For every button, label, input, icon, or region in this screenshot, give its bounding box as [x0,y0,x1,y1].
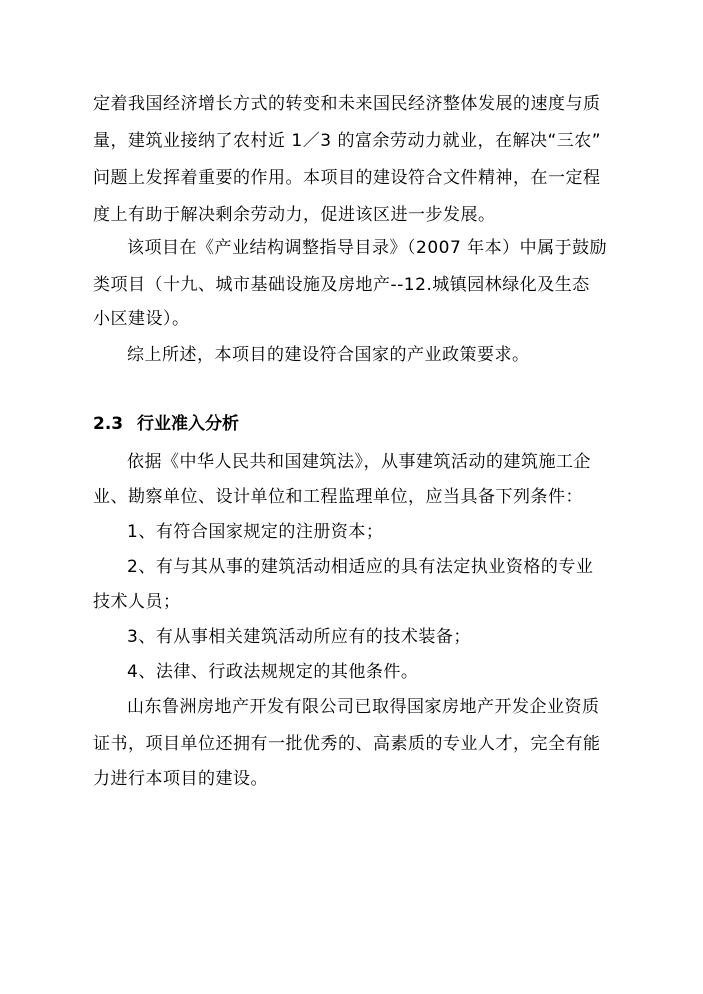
paragraph-line: 该项目在《产业结构调整指导目录》（2007 年本）中属于鼓励 [127,238,608,258]
section-title: 行业准入分析 [137,414,239,434]
paragraph-line: 综上所述，本项目的建设符合国家的产业政策要求。 [127,345,530,365]
list-item-continuation: 技术人员； [93,592,181,612]
paragraph-line: 问题上发挥着重要的作用。本项目的建设符合文件精神，在一定程 [93,168,601,188]
paragraph-line: 力进行本项目的建设。 [93,769,268,789]
paragraph-line: 定着我国经济增长方式的转变和未来国民经济整体发展的速度与质 [93,94,601,114]
paragraph-line: 业、勘察单位、设计单位和工程监理单位，应当具备下列条件： [93,487,583,507]
paragraph-line: 小区建设）。 [93,309,190,329]
paragraph-line: 度上有助于解决剩余劳动力，促进该区进一步发展。 [93,205,496,225]
list-item: 3、有从事相关建筑活动所应有的技术装备； [127,627,471,647]
paragraph-line: 证书，项目单位还拥有一批优秀的、高素质的专业人才，完全有能 [93,734,601,754]
paragraph-line: 依据《中华人民共和国建筑法》，从事建筑活动的建筑施工企 [127,452,591,472]
list-item: 4、法律、行政法规规定的其他条件。 [127,662,419,682]
paragraph-line: 山东鲁洲房地产开发有限公司已取得国家房地产开发企业资质 [127,697,600,717]
list-item: 1、有符合国家规定的注册资本； [127,522,384,542]
section-number: 2.3 [93,414,124,434]
section-heading [93,414,239,434]
paragraph-line: 类项目（十九、城市基础设施及房地产--12.城镇园林绿化及生态 [93,275,590,295]
paragraph-line: 量，建筑业接纳了农村近 1／3 的富余劳动力就业，在解决“三农” [93,131,602,151]
list-item: 2、有与其从事的建筑活动相适应的具有法定执业资格的专业 [127,557,594,577]
